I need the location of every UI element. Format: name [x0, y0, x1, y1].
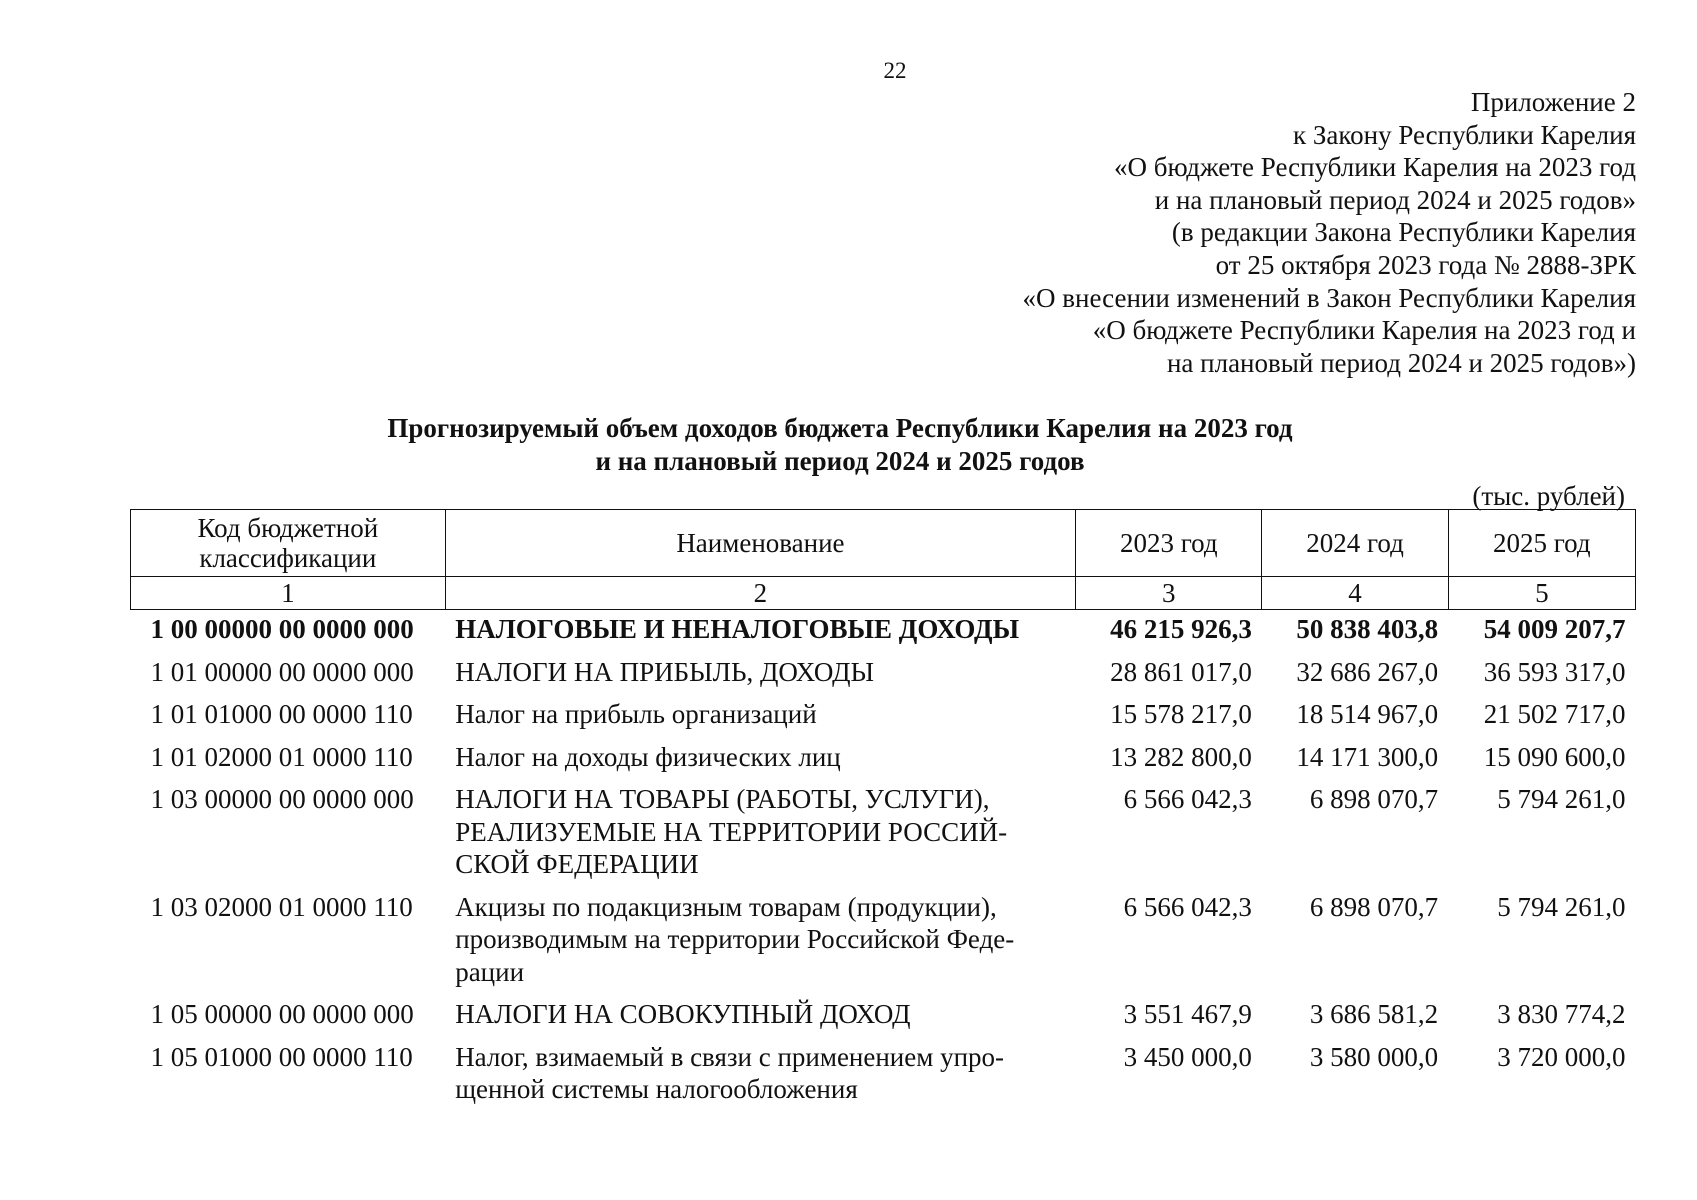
table-row: [131, 888, 1636, 996]
amount-2023: 3 551 467,9: [1123, 999, 1252, 1029]
appendix-line: на плановый период 2024 и 2025 годов»): [1166, 347, 1636, 378]
budget-code: 1 05 01000 00 0000 110: [150, 1041, 413, 1072]
column-header-2025: 2025 год: [1448, 510, 1635, 577]
amount-2025: 5 794 261,0: [1497, 891, 1626, 922]
revenue-name: Налог, взимаемый в связи с применением упро-щенной системы налогообложения: [455, 1041, 1005, 1104]
amount-2025: 21 502 717,0: [1483, 699, 1626, 729]
column-header-name: Наименование: [445, 510, 1075, 577]
page-number: 22: [883, 58, 907, 83]
revenue-table: [130, 509, 1636, 1113]
column-number: 4: [1262, 577, 1448, 610]
amount-2024: 6 898 070,7: [1309, 784, 1439, 814]
amount-2024: 3 580 000,0: [1309, 1041, 1439, 1072]
table-row: [131, 1038, 1636, 1113]
amount-2025: 36 593 317,0: [1483, 656, 1626, 687]
revenue-name: НАЛОГИ НА СОВОКУПНЫЙ ДОХОД: [455, 999, 911, 1029]
amount-2025: 15 090 600,0: [1483, 741, 1626, 772]
table-row: [131, 695, 1636, 738]
column-number: 2: [445, 577, 1075, 610]
appendix-line: «О бюджете Республики Карелия на 2023 год и: [1092, 315, 1636, 346]
budget-code: 1 03 02000 01 0000 110: [150, 891, 413, 922]
amount-2024: 18 514 967,0: [1296, 699, 1439, 729]
revenue-name: Акцизы по подакцизным товарам (продукции), производимым на территории Российской Феде-рации: [455, 891, 1015, 987]
revenue-name: Налог на прибыль организаций: [455, 699, 817, 729]
budget-code: 1 01 02000 01 0000 110: [150, 741, 413, 772]
amount-2023: 6 566 042,3: [1123, 784, 1252, 814]
amount-2023: 6 566 042,3: [1123, 891, 1252, 922]
appendix-line: к Закону Республики Карелия: [1293, 119, 1636, 150]
amount-2023: 3 450 000,0: [1123, 1041, 1252, 1072]
appendix-line: (в редакции Закона Республики Карелия: [1171, 217, 1636, 248]
amount-2025: 5 794 261,0: [1497, 784, 1626, 814]
column-number: 5: [1448, 577, 1635, 610]
column-number-row: [131, 577, 1636, 610]
revenue-name: НАЛОГИ НА ПРИБЫЛЬ, ДОХОДЫ: [455, 656, 875, 687]
amount-2023: 46 215 926,3: [1110, 614, 1252, 644]
table-row: [131, 653, 1636, 696]
amount-2024: 14 171 300,0: [1296, 741, 1439, 772]
appendix-line: «О внесении изменений в Закон Республики Карелия: [1022, 282, 1636, 313]
amount-2025: 3 720 000,0: [1497, 1041, 1626, 1072]
budget-code: 1 01 00000 00 0000 000: [150, 656, 414, 687]
appendix-line: «О бюджете Республики Карелия на 2023 год: [1113, 152, 1636, 183]
appendix-header: [736, 86, 1636, 379]
units-label: (тыс. рублей): [1472, 481, 1625, 511]
revenue-name: Налог на доходы физических лиц: [455, 741, 841, 772]
amount-2025: 54 009 207,7: [1483, 614, 1626, 644]
document-title-line: Прогнозируемый объем доходов бюджета Республики Карелия на 2023 год: [387, 413, 1293, 443]
column-number: 1: [131, 577, 446, 610]
table-row: [131, 610, 1636, 653]
amount-2024: 32 686 267,0: [1296, 656, 1439, 687]
appendix-line: Приложение 2: [1470, 87, 1636, 117]
table-row: [131, 780, 1636, 888]
amount-2023: 13 282 800,0: [1110, 741, 1252, 772]
table-row: [131, 738, 1636, 781]
column-header-code: Код бюджетной классификации: [131, 510, 446, 577]
document-title-line: и на плановый период 2024 и 2025 годов: [595, 446, 1085, 476]
revenue-name: НАЛОГИ НА ТОВАРЫ (РАБОТЫ, УСЛУГИ), РЕАЛИЗУЕМЫЕ НА ТЕРРИТОРИИ РОССИЙ-СКОЙ ФЕДЕРАЦИИ: [455, 784, 1008, 879]
table-row: [131, 995, 1636, 1038]
amount-2025: 3 830 774,2: [1497, 999, 1626, 1029]
column-number: 3: [1076, 577, 1262, 610]
budget-code: 1 05 00000 00 0000 000: [150, 999, 414, 1029]
amount-2023: 28 861 017,0: [1110, 656, 1252, 687]
amount-2024: 50 838 403,8: [1296, 614, 1439, 644]
budget-code: 1 01 01000 00 0000 110: [150, 699, 413, 729]
column-header-2024: 2024 год: [1262, 510, 1448, 577]
budget-code: 1 00 00000 00 0000 000: [150, 614, 414, 644]
column-header-2023: 2023 год: [1076, 510, 1262, 577]
amount-2024: 6 898 070,7: [1309, 891, 1439, 922]
appendix-line: и на плановый период 2024 и 2025 годов»: [1154, 184, 1636, 215]
amount-2024: 3 686 581,2: [1309, 999, 1439, 1029]
appendix-line: от 25 октября 2023 года № 2888-ЗРК: [1215, 249, 1636, 280]
table-header-row: [131, 510, 1636, 577]
budget-code: 1 03 00000 00 0000 000: [150, 784, 414, 814]
document-title: [130, 412, 1550, 478]
amount-2023: 15 578 217,0: [1110, 699, 1252, 729]
revenue-name: НАЛОГОВЫЕ И НЕНАЛОГОВЫЕ ДОХОДЫ: [455, 614, 1020, 644]
